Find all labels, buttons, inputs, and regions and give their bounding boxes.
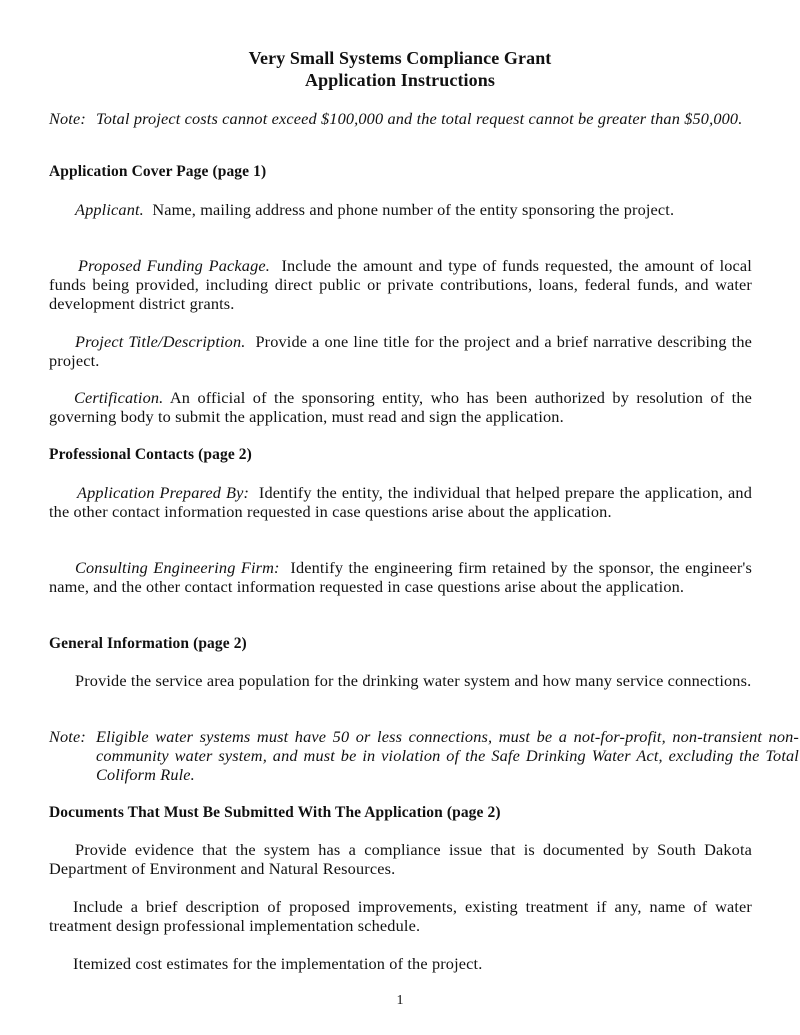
- section-heading-documents: Documents That Must Be Submitted With The Application (page 2): [49, 804, 501, 821]
- section-heading-professional-contacts: Professional Contacts (page 2): [49, 446, 252, 463]
- paragraph-lead: Consulting Engineering Firm:: [75, 558, 280, 577]
- section-heading-cover-page: Application Cover Page (page 1): [49, 163, 267, 180]
- section-heading-general-information: General Information (page 2): [49, 635, 247, 652]
- paragraph-text: Identify the entity, the individual that helped prepare the application, and the other contact information requested in case questions arise about the application.: [49, 483, 752, 521]
- paragraph-prepared-by: [49, 483, 752, 521]
- paragraph-cost-estimates: Itemized cost estimates for the implementation of the project.: [73, 954, 483, 973]
- paragraph-lead: Application Prepared By:: [77, 483, 250, 502]
- note-text: Total project costs cannot exceed $100,000 and the total request cannot be greater than $50,000.: [96, 109, 743, 128]
- paragraph-project-title: [49, 332, 752, 370]
- paragraph-engineering-firm: [49, 558, 752, 596]
- paragraph-funding-package: [49, 256, 752, 313]
- paragraph-text: An official of the sponsoring entity, who has been authorized by resolution of the governing body to submit the application, must read and sign the application.: [49, 388, 752, 426]
- eligibility-note: [49, 727, 799, 784]
- paragraph-certification: [49, 388, 752, 426]
- note-label: Note:: [49, 109, 86, 128]
- paragraph-lead: Certification.: [74, 388, 164, 407]
- top-note: [49, 109, 799, 128]
- document-title-line2: Application Instructions: [305, 70, 495, 90]
- paragraph-service-population: Provide the service area population for the drinking water system and how many service connections.: [75, 671, 752, 690]
- paragraph-compliance-evidence: Provide evidence that the system has a compliance issue that is documented by South Dakota Department of Environment and Natural Resources.: [49, 840, 752, 878]
- paragraph-lead: Project Title/Description.: [75, 332, 246, 351]
- page-number: 1: [396, 993, 404, 1008]
- paragraph-applicant: [49, 200, 752, 219]
- paragraph-lead: Applicant.: [75, 200, 144, 219]
- paragraph-text: Provide a one line title for the project and a brief narrative describing the project.: [49, 332, 752, 370]
- paragraph-lead: Proposed Funding Package.: [78, 256, 270, 275]
- paragraph-improvements-description: Include a brief description of proposed improvements, existing treatment if any, name of water treatment design professional implementation schedule.: [49, 897, 752, 935]
- document-title-line1: Very Small Systems Compliance Grant: [248, 48, 552, 68]
- note-label: Note:: [49, 727, 86, 746]
- note-text: Eligible water systems must have 50 or less connections, must be a not-for-profit, non-transient non-community water system, and must be in violation of the Safe Drinking Water Act, excluding the Total Coliform Rule.: [96, 727, 799, 784]
- paragraph-text: Include the amount and type of funds requested, the amount of local funds being provided, including direct public or private contributions, loans, federal funds, and water development district grants.: [49, 256, 752, 313]
- paragraph-text: Name, mailing address and phone number of the entity sponsoring the project.: [152, 200, 675, 219]
- paragraph-text: Identify the engineering firm retained by the sponsor, the engineer's name, and the other contact information requested in case questions arise about the application.: [49, 558, 752, 596]
